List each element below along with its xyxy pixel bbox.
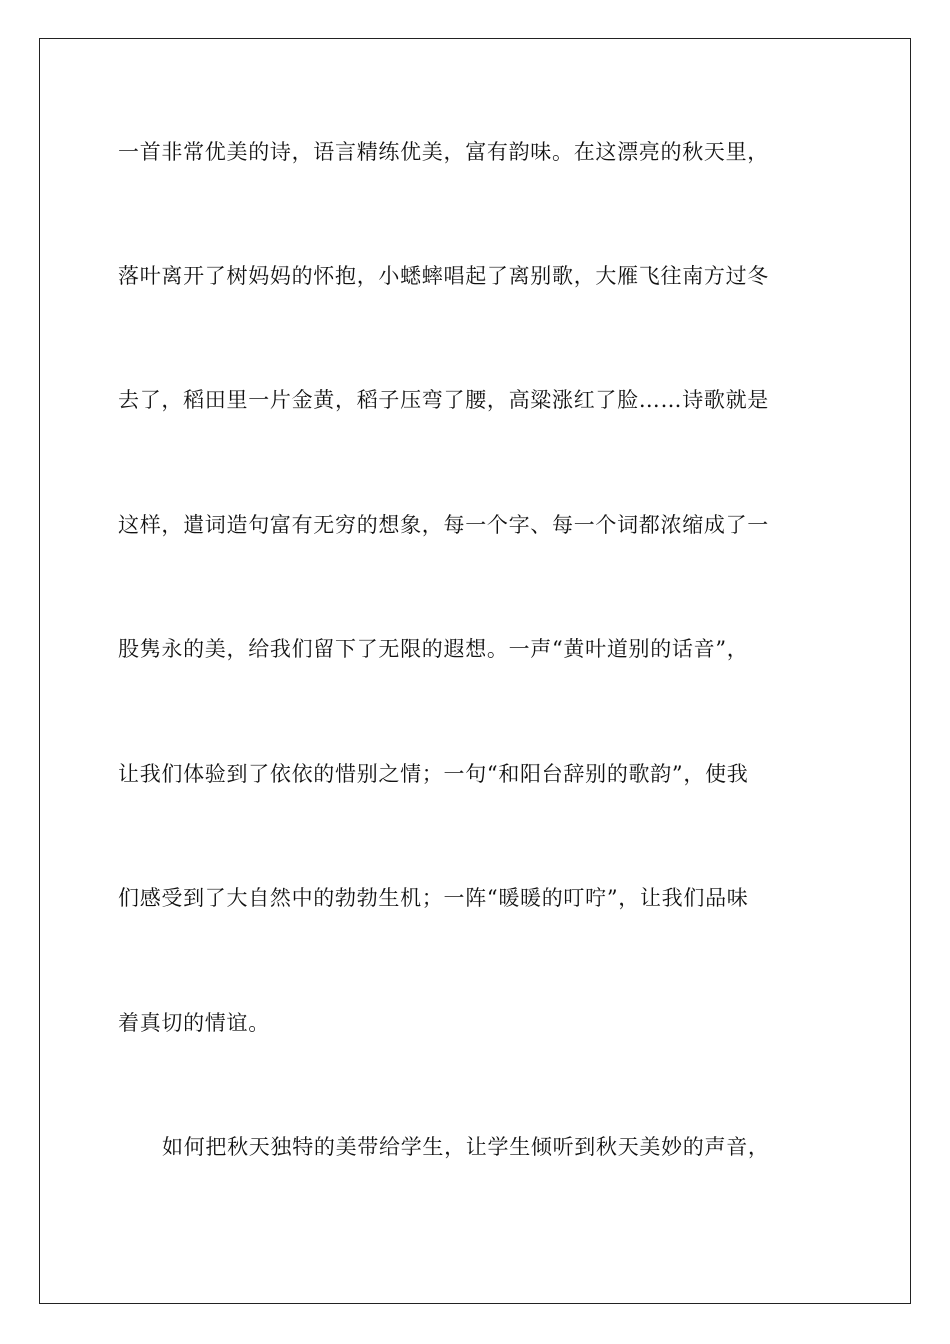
paragraph-line: 让我们体验到了依依的惜别之情；一句“和阳台辞别的歌韵”，使我 [118,762,749,786]
paragraph-line: 一首非常优美的诗，语言精练优美，富有韵味。在这漂亮的秋天里， [118,140,769,164]
paragraph-first-line: 如何把秋天独特的美带给学生，让学生倾听到秋天美妙的声音， [162,1135,770,1159]
paragraph-line: 落叶离开了树妈妈的怀抱，小蟋蟀唱起了离别歌，大雁飞往南方过冬 [118,264,769,288]
paragraph-line: 股隽永的美，给我们留下了无限的遐想。一声“黄叶道别的话音”， [118,637,749,661]
page-border [39,38,911,1304]
paragraph-line: 去了，稻田里一片金黄，稻子压弯了腰，高粱涨红了脸……诗歌就是 [118,388,769,412]
paragraph-line: 们感受到了大自然中的勃勃生机；一阵“暖暖的叮咛”，让我们品味 [118,886,749,910]
paragraph-line: 着真切的情谊。 [118,1011,270,1035]
paragraph-line: 这样，遣词造句富有无穷的想象，每一个字、每一个词都浓缩成了一 [118,513,769,537]
